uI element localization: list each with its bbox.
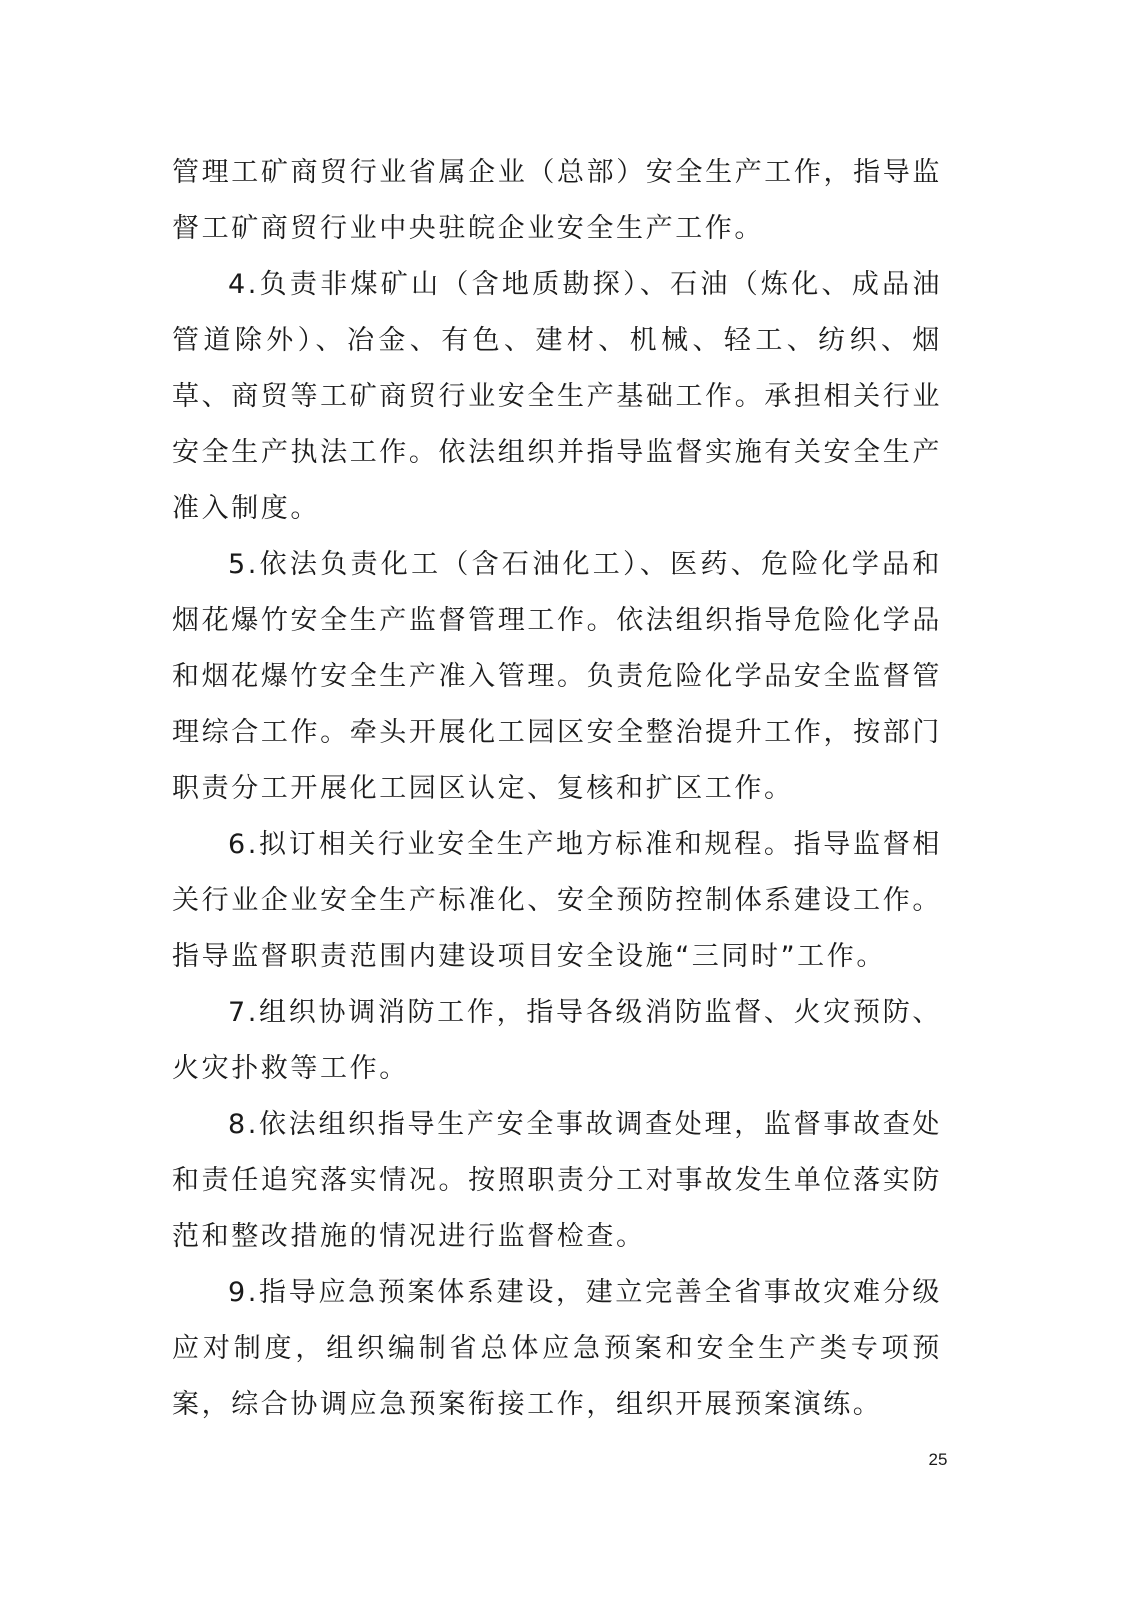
page-number: 25 — [928, 1450, 948, 1469]
paragraph-continuation: 管理工矿商贸行业省属企业（总部）安全生产工作，指导监督工矿商贸行业中央驻皖企业安全生产工作。 — [172, 157, 942, 244]
paragraph-item-7: 7.组织协调消防工作，指导各级消防监督、火灾预防、火灾扑救等工作。 — [172, 997, 942, 1084]
document-body — [172, 145, 942, 1433]
paragraph-item-8: 8.依法组织指导生产安全事故调查处理，监督事故查处和责任追究落实情况。按照职责分工对事故发生单位落实防范和整改措施的情况进行监督检查。 — [172, 1109, 942, 1252]
paragraph-item-5: 5.依法负责化工（含石油化工）、医药、危险化学品和烟花爆竹安全生产监督管理工作。依法组织指导危险化学品和烟花爆竹安全生产准入管理。负责危险化学品安全监督管理综合工作。牵头开展化工园区安全整治提升工作，按部门职责分工开展化工园区认定、复核和扩区工作。 — [172, 549, 942, 804]
paragraph-item-6: 6.拟订相关行业安全生产地方标准和规程。指导监督相关行业企业安全生产标准化、安全预防控制体系建设工作。指导监督职责范围内建设项目安全设施“三同时”工作。 — [172, 829, 942, 972]
paragraph-item-9: 9.指导应急预案体系建设，建立完善全省事故灾难分级应对制度，组织编制省总体应急预案和安全生产类专项预案，综合协调应急预案衔接工作，组织开展预案演练。 — [172, 1277, 942, 1420]
paragraph-item-4: 4.负责非煤矿山（含地质勘探）、石油（炼化、成品油管道除外）、冶金、有色、建材、机械、轻工、纺织、烟草、商贸等工矿商贸行业安全生产基础工作。承担相关行业安全生产执法工作。依法组织并指导监督实施有关安全生产准入制度。 — [172, 269, 942, 524]
